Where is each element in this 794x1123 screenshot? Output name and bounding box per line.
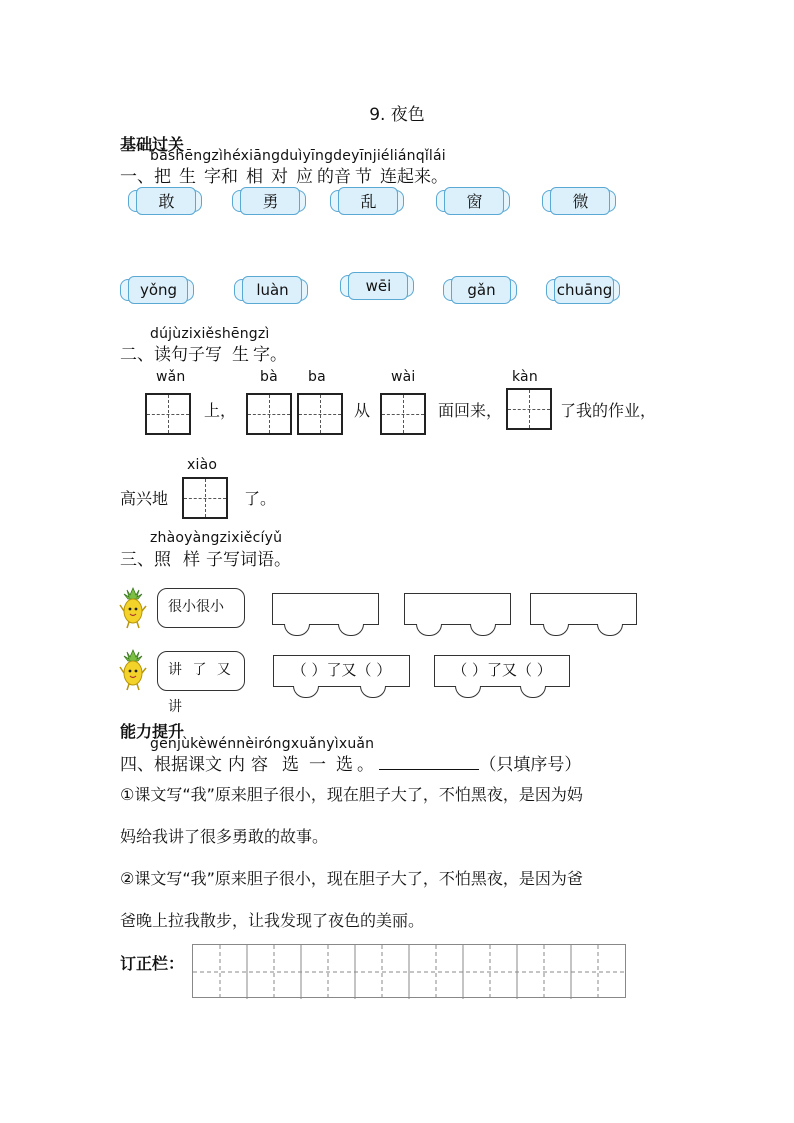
answer-blank[interactable] [379, 755, 479, 770]
q4-stem-6: 。 [357, 755, 374, 775]
candy-syllable[interactable] [546, 276, 620, 304]
q4-stem-3: 选 [282, 755, 299, 775]
q4-stem-5: 选 [336, 755, 353, 775]
q2-pinyin-ba2: ba [308, 369, 326, 385]
candy-syllable[interactable] [443, 276, 517, 304]
q2-stem [120, 340, 287, 365]
candy-syllable[interactable] [120, 276, 194, 304]
candy-char-text: 微 [572, 192, 589, 211]
candy-syllable[interactable] [234, 276, 308, 304]
q2-stem-1: 生 [232, 345, 249, 365]
q2-stem-0: 二、读句子写 [120, 345, 222, 365]
q2-stem-2: 字。 [253, 345, 287, 365]
example-tag: 很小很小 [157, 588, 245, 628]
q3-stem-2: 子写词语。 [206, 550, 291, 570]
q3-stem-0: 三、照 [120, 550, 171, 570]
q1-stem-9: 起 [397, 167, 414, 187]
candy-syllable-text: chuāng [556, 281, 613, 299]
candy-char[interactable] [436, 187, 510, 215]
option-1-line-1: ①课文写“我”原来胆子很小，现在胆子大了，不怕黑夜，是因为妈 [120, 785, 583, 804]
q1-stem-7: 节 [355, 167, 372, 187]
writing-grid[interactable] [380, 393, 426, 435]
answer-wagon[interactable] [530, 593, 637, 625]
writing-grid[interactable] [297, 393, 343, 435]
q1-stem-6: 的音 [317, 167, 351, 187]
q1-stem-10: 来。 [414, 167, 448, 187]
correction-grid[interactable] [192, 944, 626, 998]
q1-stem [120, 162, 448, 187]
q2-text: 了。 [244, 489, 277, 508]
candy-char-text: 勇 [262, 192, 279, 211]
pineapple-mascot-icon [119, 648, 147, 692]
q1-pinyin: bǎshēngzìhéxiāngduìyīngdeyīnjiéliánqǐlái [150, 148, 446, 164]
q3-stem [120, 545, 291, 570]
q2-text: 高兴地 [120, 489, 169, 508]
q2-pinyin: dújùzixiěshēngzì [150, 326, 270, 342]
q4-pinyin: gēnjùkèwénnèiróngxuǎnyìxuǎn [150, 736, 375, 752]
candy-syllable-text: yǒng [139, 281, 178, 299]
q4-suffix: （只填序号） [479, 755, 582, 775]
wagon-wheel [360, 686, 386, 698]
q2-pinyin-xiao: xiào [187, 457, 218, 473]
q4-stem [120, 750, 581, 775]
q3-pinyin: zhàoyàngzixiěcíyǔ [150, 530, 283, 546]
answer-wagon[interactable]: （ ）了又（ ） [434, 655, 570, 687]
writing-grid[interactable] [145, 393, 191, 435]
answer-wagon[interactable] [272, 593, 379, 625]
q2-text: 从 [354, 401, 371, 420]
q1-stem-0: 一、把 [120, 167, 171, 187]
q1-stem-2: 字和 [204, 167, 238, 187]
wagon-wheel [520, 686, 546, 698]
q2-pinyin-kan: kàn [512, 369, 538, 385]
candy-char[interactable] [128, 187, 202, 215]
option-2-line-2: 爸晚上拉我散步，让我发现了夜色的美丽。 [120, 911, 425, 930]
writing-grid[interactable] [246, 393, 292, 435]
section-ability: 能力提升 [120, 722, 185, 741]
answer-wagon[interactable] [404, 593, 511, 625]
q3-stem-1: 样 [183, 550, 200, 570]
q2-text: 面回来， [438, 401, 503, 420]
candy-char[interactable] [542, 187, 616, 215]
q4-stem-1: 内 [228, 755, 245, 775]
option-2-line-1: ②课文写“我”原来胆子很小，现在胆子大了，不怕黑夜，是因为爸 [120, 869, 583, 888]
q2-text: 上， [204, 401, 237, 420]
wagon-wheel [284, 624, 310, 636]
q2-pinyin-ba1: bà [260, 369, 278, 385]
candy-syllable-text: luàn [256, 281, 289, 299]
correction-label: 订正栏： [120, 954, 185, 973]
wagon-wheel [293, 686, 319, 698]
q1-stem-1: 生 [179, 167, 196, 187]
q4-stem-2: 容 [251, 755, 268, 775]
wagon-wheel [416, 624, 442, 636]
candy-char-text: 乱 [360, 192, 377, 211]
correction-grid-lines [193, 945, 627, 999]
writing-grid[interactable] [182, 477, 228, 519]
q1-stem-3: 相 [246, 167, 263, 187]
writing-grid[interactable] [506, 388, 552, 430]
example-tag: 讲 了 又 讲 [157, 651, 245, 691]
q1-stem-8: 连 [380, 167, 397, 187]
q1-stem-4: 对 [271, 167, 288, 187]
answer-wagon[interactable]: （ ）了又（ ） [273, 655, 410, 687]
pineapple-mascot-icon [119, 586, 147, 630]
candy-char[interactable] [330, 187, 404, 215]
q4-stem-4: 一 [309, 755, 326, 775]
section-basic: 基础过关 [120, 135, 185, 154]
candy-char-text: 敢 [158, 192, 175, 211]
wagon-wheel [338, 624, 364, 636]
q2-pinyin-wan: wǎn [156, 369, 186, 385]
wagon-wheel [597, 624, 623, 636]
candy-char[interactable] [232, 187, 306, 215]
q4-stem-0: 四、根据课文 [120, 755, 222, 775]
q2-text: 了我的作业， [560, 401, 657, 420]
candy-syllable-text: wēi [365, 277, 392, 295]
wagon-wheel [543, 624, 569, 636]
candy-syllable-text: gǎn [467, 281, 496, 299]
option-1-line-2: 妈给我讲了很多勇敢的故事。 [120, 827, 329, 846]
q2-pinyin-wai: wài [391, 369, 416, 385]
page-title: 9. 夜色 [369, 105, 425, 125]
candy-char-text: 窗 [466, 192, 483, 211]
wagon-wheel [455, 686, 481, 698]
candy-syllable[interactable] [340, 272, 414, 300]
wagon-wheel [470, 624, 496, 636]
q1-stem-5: 应 [296, 167, 313, 187]
